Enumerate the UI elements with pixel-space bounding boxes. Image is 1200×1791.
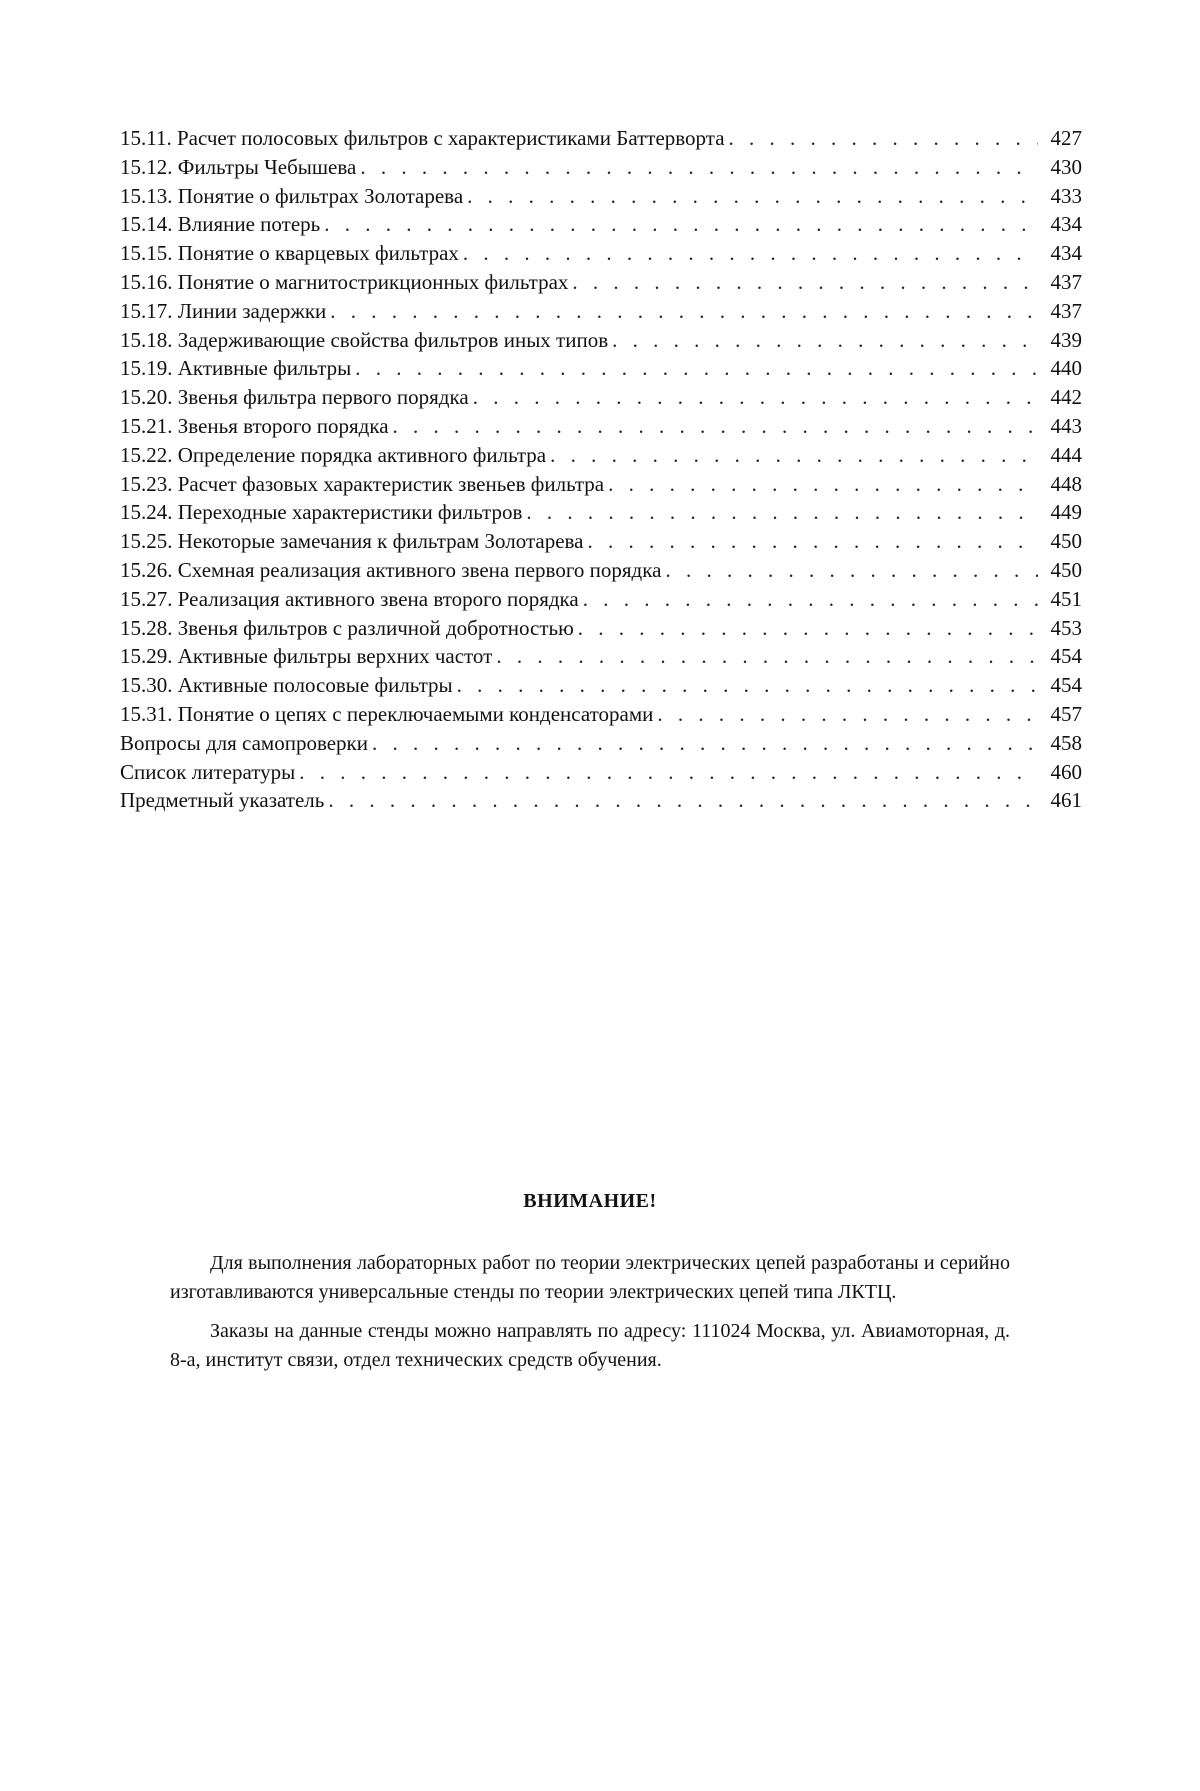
- toc-entry: [120, 153, 1082, 182]
- toc-entry-page: 448: [1050, 471, 1082, 496]
- toc-dot-leader: [665, 556, 1038, 585]
- toc-dot-leader: [578, 614, 1038, 643]
- toc-dot-leader: [360, 153, 1038, 182]
- toc-dot-leader: [457, 671, 1038, 700]
- toc-dot-leader: [496, 642, 1038, 671]
- toc-entry: [120, 354, 1082, 383]
- notice-paragraph-order-address: Заказы на данные стенды можно направлять по адресу: 111024 Москва, ул. Авиамоторная, д. 8-а, институт связи, отдел технических средств обучения.: [170, 1320, 1010, 1371]
- toc-dot-leader: [550, 441, 1038, 470]
- toc-entry: [120, 470, 1082, 499]
- toc-entry-page: 442: [1050, 385, 1082, 410]
- toc-entry-title: 15.23. Расчет фазовых характеристик звеньев фильтра: [120, 471, 605, 496]
- toc-entry-title: 15.25. Некоторые замечания к фильтрам Золотарева: [120, 529, 584, 554]
- toc-dot-leader: [372, 729, 1038, 758]
- toc-entry: [120, 729, 1082, 758]
- toc-entry: [120, 700, 1082, 729]
- toc-dot-leader: [612, 326, 1038, 355]
- toc-entry-title: 15.15. Понятие о кварцевых фильтрах: [120, 241, 459, 266]
- toc-dot-leader: [657, 700, 1038, 729]
- toc-entry-title: Вопросы для самопроверки: [120, 730, 369, 755]
- toc-entry-page: 434: [1050, 241, 1082, 266]
- toc-entry-page: 451: [1050, 586, 1082, 611]
- toc-entry: [120, 441, 1082, 470]
- toc-entry-title: 15.28. Звенья фильтров с различной добротностью: [120, 615, 574, 640]
- toc-entry-page: 427: [1050, 126, 1082, 150]
- toc-entry-page: 457: [1050, 701, 1082, 726]
- notice-heading: ВНИМАНИЕ!: [523, 1190, 657, 1212]
- toc-entry: [120, 124, 1082, 153]
- toc-entry: [120, 786, 1082, 815]
- toc-entry: [120, 268, 1082, 297]
- toc-entry-title: 15.17. Линии задержки: [120, 298, 327, 323]
- notice-paragraph-lab-stands: Для выполнения лабораторных работ по теории электрических цепей разработаны и серийно изготавливаются универсальные стенды по теории электрических цепей типа ЛКТЦ.: [170, 1252, 1010, 1303]
- toc-entry: [120, 297, 1082, 326]
- toc-entry: [120, 412, 1082, 441]
- toc-dot-leader: [393, 412, 1038, 441]
- toc-entry-page: 437: [1050, 269, 1082, 294]
- toc-entry: [120, 585, 1082, 614]
- toc-entry-page: 450: [1050, 529, 1082, 554]
- toc-dot-leader: [473, 383, 1038, 412]
- toc-entry: [120, 210, 1082, 239]
- toc-dot-leader: [572, 268, 1038, 297]
- toc-entry: [120, 556, 1082, 585]
- toc-entry: [120, 642, 1082, 671]
- toc-dot-leader: [608, 470, 1038, 499]
- toc-dot-leader: [299, 758, 1038, 787]
- toc-entry-title: 15.11. Расчет полосовых фильтров с характеристиками Баттерворта: [120, 126, 725, 150]
- toc-entry-page: 460: [1050, 759, 1082, 784]
- toc-entry: [120, 671, 1082, 700]
- toc-entry: [120, 239, 1082, 268]
- toc-entry-title: 15.27. Реализация активного звена второго порядка: [120, 586, 579, 611]
- toc-entry: [120, 326, 1082, 355]
- toc-entry-page: 444: [1050, 442, 1082, 467]
- toc-entry-title: 15.26. Схемная реализация активного звена первого порядка: [120, 557, 662, 582]
- toc-entry-page: 458: [1050, 730, 1082, 755]
- toc-entry-page: 454: [1050, 644, 1082, 669]
- toc-entry-page: 439: [1050, 327, 1082, 352]
- toc-entry-page: 430: [1050, 154, 1082, 179]
- toc-entry-page: 433: [1050, 183, 1082, 208]
- toc-entry: [120, 383, 1082, 412]
- toc-entry: [120, 498, 1082, 527]
- toc-entry-page: 449: [1050, 500, 1082, 525]
- toc-entry-title: 15.22. Определение порядка активного фильтра: [120, 442, 547, 467]
- toc-entry-title: 15.21. Звенья второго порядка: [120, 413, 389, 438]
- toc-entry-title: Список литературы: [120, 759, 296, 784]
- toc-entry-title: 15.16. Понятие о магнитострикционных фильтрах: [120, 269, 569, 294]
- toc-dot-leader: [328, 786, 1038, 815]
- toc-dot-leader: [355, 354, 1038, 383]
- toc-entry-title: 15.31. Понятие о цепях с переключаемыми конденсаторами: [120, 701, 654, 726]
- toc-entry-title: 15.13. Понятие о фильтрах Золотарева: [120, 183, 464, 208]
- toc-entry-title: 15.14. Влияние потерь: [120, 212, 321, 237]
- toc-entry-title: 15.18. Задерживающие свойства фильтров иных типов: [120, 327, 609, 352]
- toc-entry-title: 15.20. Звенья фильтра первого порядка: [120, 385, 469, 410]
- toc-entry: [120, 614, 1082, 643]
- toc-entry-title: Предметный указатель: [120, 788, 325, 813]
- toc-entry-page: 437: [1050, 298, 1082, 323]
- toc-entry: [120, 182, 1082, 211]
- toc-entry-page: 440: [1050, 356, 1082, 381]
- toc-entry-title: 15.12. Фильтры Чебышева: [120, 154, 357, 179]
- table-of-contents: [120, 124, 1082, 815]
- toc-entry-title: 15.29. Активные фильтры верхних частот: [120, 644, 493, 669]
- toc-dot-leader: [324, 210, 1038, 239]
- toc-dot-leader: [463, 239, 1038, 268]
- toc-dot-leader: [587, 527, 1038, 556]
- attention-notice: [170, 1190, 1010, 1385]
- toc-entry-title: 15.30. Активные полосовые фильтры: [120, 673, 453, 698]
- toc-entry-title: 15.19. Активные фильтры: [120, 356, 352, 381]
- toc-dot-leader: [330, 297, 1038, 326]
- toc-entry-page: 434: [1050, 212, 1082, 237]
- toc-dot-leader: [583, 585, 1038, 614]
- toc-entry-page: 461: [1050, 788, 1082, 813]
- toc-entry: [120, 758, 1082, 787]
- toc-dot-leader: [467, 182, 1038, 211]
- toc-entry: [120, 527, 1082, 556]
- toc-entry-page: 454: [1050, 673, 1082, 698]
- toc-entry-page: 450: [1050, 557, 1082, 582]
- toc-entry-title: 15.24. Переходные характеристики фильтров: [120, 500, 523, 525]
- toc-entry-page: 453: [1050, 615, 1082, 640]
- toc-entry-page: 443: [1050, 413, 1082, 438]
- toc-dot-leader: [526, 498, 1038, 527]
- toc-dot-leader: [729, 124, 1038, 153]
